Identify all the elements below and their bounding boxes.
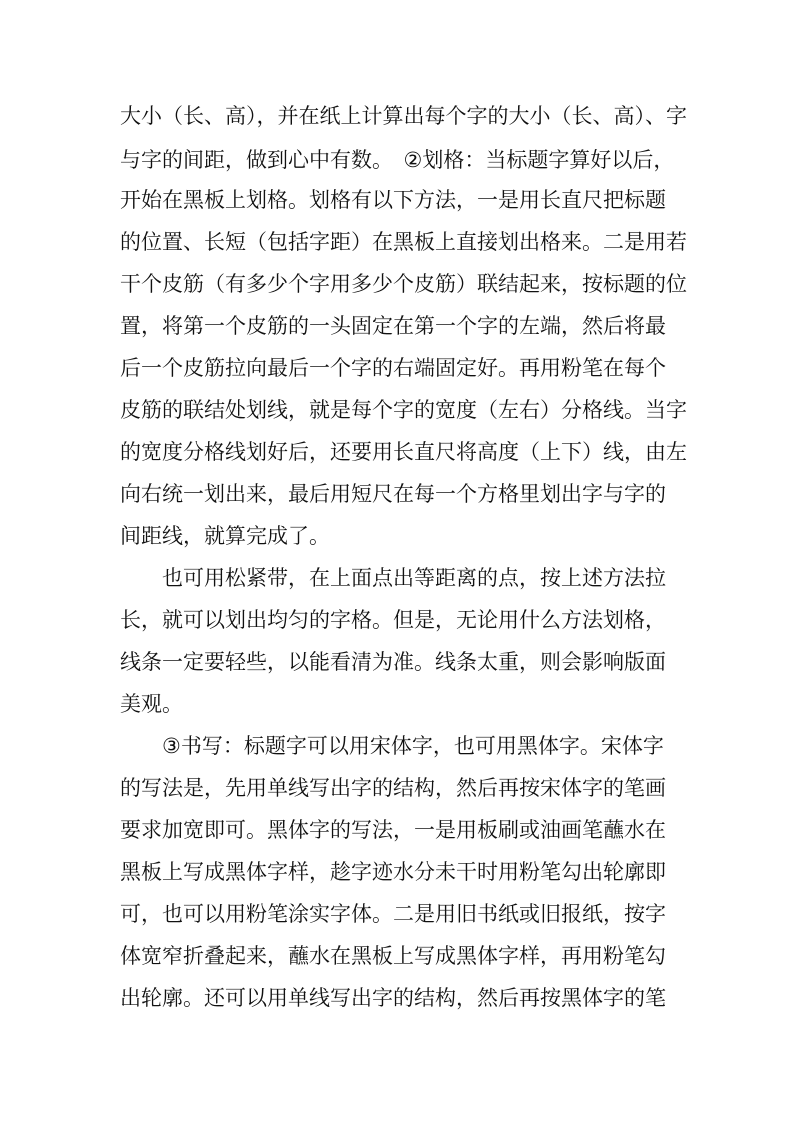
text-line: 的宽度分格线划好后，还要用长直尺将高度（上下）线，由左 [120,440,687,464]
text-line: 置，将第一个皮筋的一头固定在第一个字的左端，然后将最 [120,314,666,338]
text-line: 向右统一划出来，最后用短尺在每一个方格里划出字与字的 [120,482,666,506]
text-line: 可，也可以用粉笔涂实字体。二是用旧书纸或旧报纸，按字 [120,902,666,926]
text-line: 后一个皮筋拉向最后一个字的右端固定好。再用粉笔在每个 [120,356,666,380]
text-line: 间距线，就算完成了。 [120,524,330,548]
text-line: 要求加宽即可。黑体字的写法，一是用板刷或油画笔蘸水在 [120,818,666,842]
text-line: 的位置、长短（包括字距）在黑板上直接划出格来。二是用若 [120,230,687,254]
text-line: 黑板上写成黑体字样，趁字迹水分未干时用粉笔勾出轮廓即 [120,860,666,884]
text-line: 体宽窄折叠起来，蘸水在黑板上写成黑体字样，再用粉笔勾 [120,944,666,968]
text-line: 皮筋的联结处划线，就是每个字的宽度（左右）分格线。当字 [120,398,687,422]
text-line: 长，就可以划出均匀的字格。但是，无论用什么方法划格， [120,608,666,632]
text-line: 开始在黑板上划格。划格有以下方法，一是用长直尺把标题 [120,188,666,212]
text-line: 大小（长、高），并在纸上计算出每个字的大小（长、高）、字 [120,104,687,128]
text-line: 干个皮筋（有多少个字用多少个皮筋）联结起来，按标题的位 [120,272,687,296]
text-line: 与字的间距，做到心中有数。 ②划格：当标题字算好以后， [120,148,675,172]
paragraph-first-line: 也可用松紧带，在上面点出等距离的点，按上述方法拉 [162,566,666,590]
text-line: 美观。 [120,692,183,716]
paragraph-first-line: ③书写：标题字可以用宋体字，也可用黑体字。宋体字 [162,734,664,758]
text-line: 线条一定要轻些，以能看清为准。线条太重，则会影响版面 [120,650,666,674]
text-line: 的写法是，先用单线写出字的结构，然后再按宋体字的笔画 [120,776,666,800]
text-line: 出轮廓。还可以用单线写出字的结构，然后再按黑体字的笔 [120,986,666,1010]
